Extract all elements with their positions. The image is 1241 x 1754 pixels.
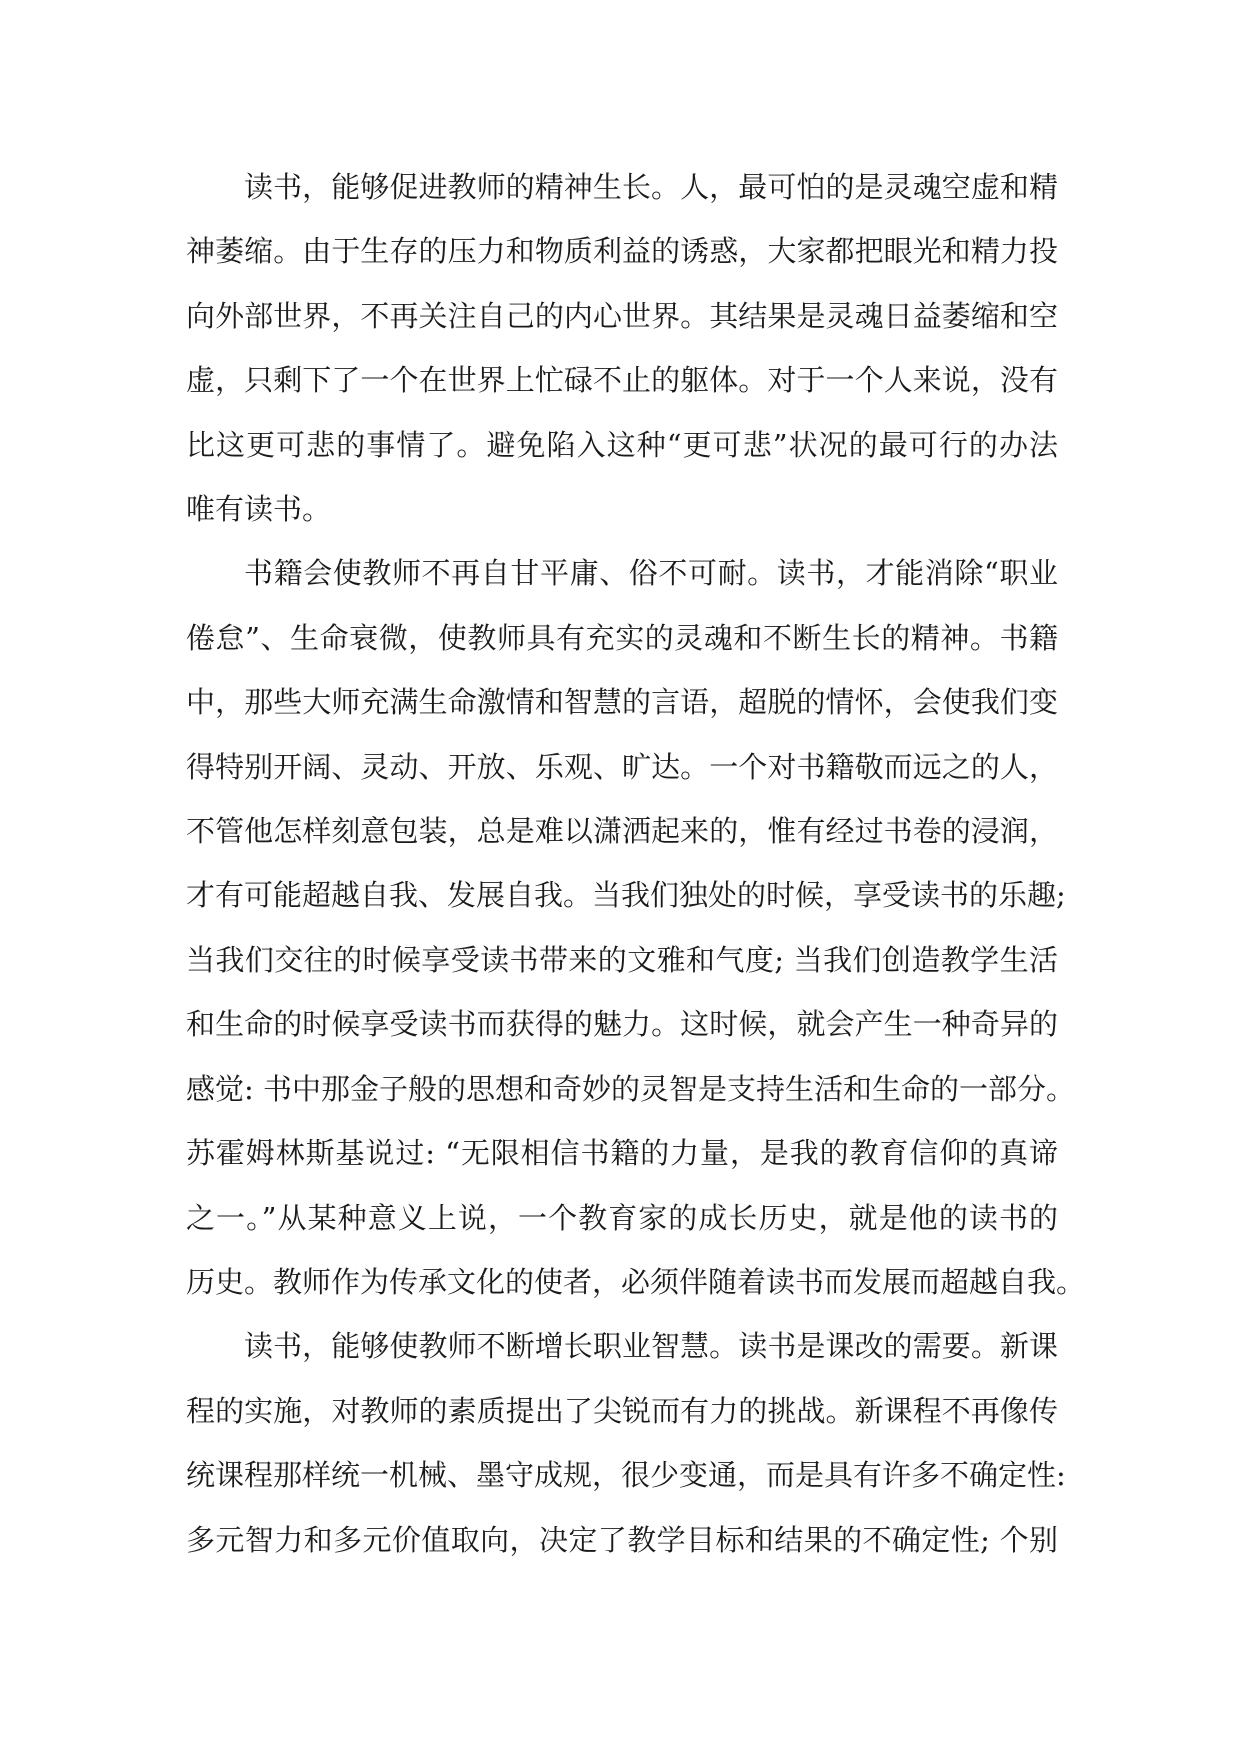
text-line: 不管他怎样刻意包装，总是难以潇洒起来的，惟有经过书卷的浸润， bbox=[186, 814, 1058, 849]
text-line: 神萎缩。由于生存的压力和物质利益的诱惑，大家都把眼光和精力投 bbox=[186, 234, 1058, 269]
body-text bbox=[186, 155, 1086, 1572]
text-line: 唯有读书。 bbox=[186, 492, 332, 527]
text-line: 得特别开阔、灵动、开放、乐观、旷达。一个对书籍敬而远之的人， bbox=[186, 749, 1058, 784]
text-line: 苏霍姆林斯基说过: “无限相信书籍的力量，是我的教育信仰的真谛 bbox=[186, 1136, 1058, 1171]
text-line: 读书，能够使教师不断增长职业智慧。读书是课改的需要。新课 bbox=[244, 1329, 1058, 1364]
text-line: 和生命的时候享受读书而获得的魅力。这时候，就会产生一种奇异的 bbox=[186, 1007, 1058, 1042]
text-line: 书籍会使教师不再自甘平庸、俗不可耐。读书，才能消除“职业 bbox=[244, 556, 1058, 591]
text-line: 比这更可悲的事情了。避免陷入这种“更可悲”状况的最可行的办法 bbox=[186, 427, 1058, 462]
text-line: 感觉: 书中那金子般的思想和奇妙的灵智是支持生活和生命的一部分。 bbox=[186, 1071, 1075, 1106]
paragraph-3 bbox=[186, 1314, 1066, 1572]
text-line: 倦怠”、生命衰微，使教师具有充实的灵魂和不断生长的精神。书籍 bbox=[186, 620, 1058, 655]
text-line: 虚，只剩下了一个在世界上忙碌不止的躯体。对于一个人来说，没有 bbox=[186, 363, 1058, 398]
paragraph-1 bbox=[186, 155, 1058, 541]
text-line: 中，那些大师充满生命激情和智慧的言语，超脱的情怀，会使我们变 bbox=[186, 685, 1058, 720]
text-line: 之一。”从某种意义上说，一个教育家的成长历史，就是他的读书的 bbox=[186, 1200, 1058, 1235]
text-line: 历史。教师作为传承文化的使者，必须伴随着读书而发展而超越自我。 bbox=[186, 1264, 1086, 1299]
text-line: 读书，能够促进教师的精神生长。人，最可怕的是灵魂空虚和精 bbox=[244, 170, 1058, 204]
text-line: 当我们交往的时候享受读书带来的文雅和气度; 当我们创造教学生活 bbox=[186, 942, 1058, 977]
paragraph-2 bbox=[186, 541, 1086, 1314]
text-line: 才有可能超越自我、发展自我。当我们独处的时候，享受读书的乐趣; bbox=[186, 878, 1066, 913]
text-line: 向外部世界，不再关注自己的内心世界。其结果是灵魂日益萎缩和空 bbox=[186, 298, 1058, 333]
text-line: 统课程那样统一机械、墨守成规，很少变通，而是具有许多不确定性: bbox=[186, 1458, 1066, 1493]
text-line: 程的实施，对教师的素质提出了尖锐而有力的挑战。新课程不再像传 bbox=[186, 1393, 1058, 1428]
text-line: 多元智力和多元价值取向，决定了教学目标和结果的不确定性; 个别 bbox=[186, 1522, 1058, 1557]
